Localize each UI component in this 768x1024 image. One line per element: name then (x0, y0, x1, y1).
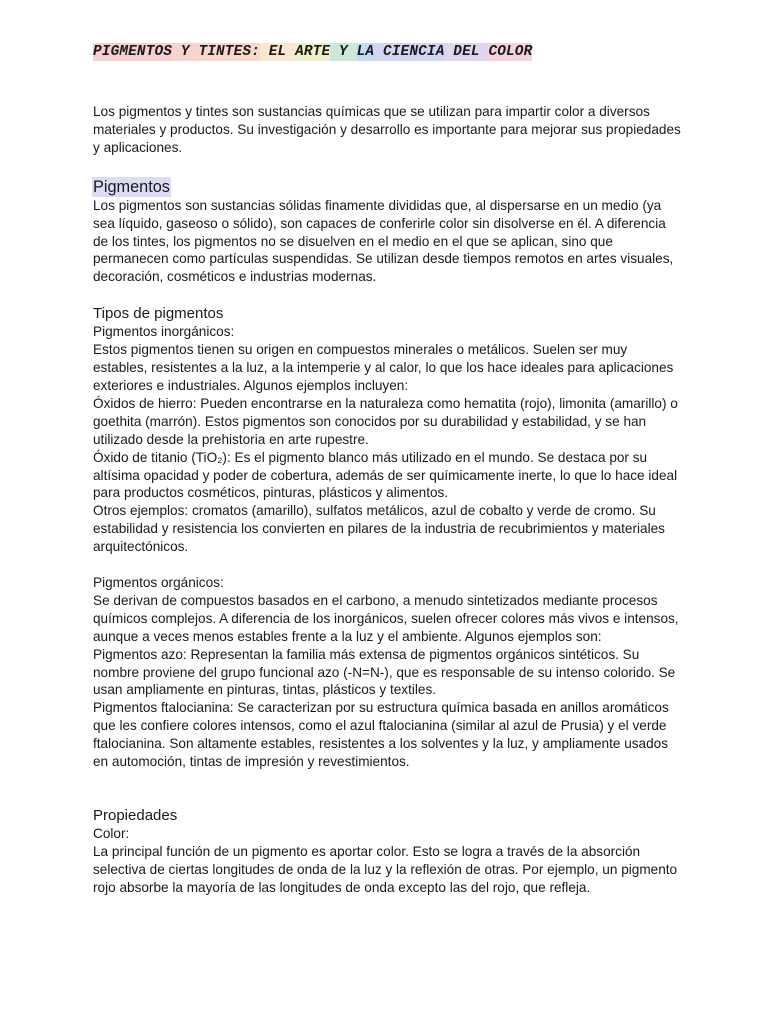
color-paragraph: La principal función de un pigmento es aportar color. Esto se logra a través de la absorción selectiva de ciertas longitudes de onda de la luz y la reflexión de otras. Por ejemplo, un pigmento rojo absorbe la mayoría de las longitudes de onda excepto las del rojo, que refleja. (93, 843, 678, 895)
document-title (93, 43, 683, 61)
oxidos-hierro-paragraph: Óxidos de hierro: Pueden encontrarse en la naturaleza como hematita (rojo), limonita (amarillo) o goethita (marrón). Estos pigmentos son conocidos por su durabilidad y estabilidad, y se han utilizado desde la prehistoria en arte rupestre. (93, 395, 678, 447)
title-segment: CIENCIA (374, 44, 445, 60)
inorganicos-label: Pigmentos inorgánicos: (93, 324, 235, 340)
organicos-label: Pigmentos orgánicos: (93, 575, 224, 591)
organicos-intro: Se derivan de compuestos basados en el carbono, a menudo sintetizados mediante procesos químicos complejos. A diferencia de los inorgánicos, suelen ofrecer colores más vivos e intensos, aunque a veces menos estables frente a la luz y el ambiente. Algunos ejemplos son: (93, 592, 679, 644)
title-segment: DEL (444, 44, 489, 60)
title-segment: LA (356, 44, 375, 60)
inorganicos-intro: Estos pigmentos tienen su origen en compuestos minerales o metálicos. Suelen ser muy estables, resistentes a la luz, a la intemperie y al calor, lo que los hace ideales para aplicaciones exteriores e industriales. Algunos ejemplos incluyen: (93, 342, 674, 393)
document-page (93, 43, 683, 897)
section-heading-propiedades: Propiedades (93, 807, 178, 824)
title-segment: PIGMENTOS (93, 44, 173, 60)
section-heading-tipos: Tipos de pigmentos (93, 305, 224, 323)
intro-paragraph: Los pigmentos y tintes son sustancias químicas que se utilizan para impartir color a diversos materiales y productos. Su investigación y desarrollo es importante para mejorar sus propiedades y aplicaciones. (93, 104, 681, 155)
title-segment: COLOR (488, 44, 533, 60)
pigmentos-paragraph: Los pigmentos son sustancias sólidas finamente divididas que, al dispersarse en un medio (ya sea líquido, gaseoso o sólido), son capaces de conferirle color sin disolverse en él. A diferencia de los tintes, los pigmentos no se disuelven en el medio en el que se aplican, sino que permanecen como partículas suspendidas. Se utilizan desde tiempos remotos en artes visuales, decoración, cosméticos e industrias modernas. (93, 197, 674, 285)
title-segment: Y (330, 44, 357, 60)
otros-ejemplos-paragraph: Otros ejemplos: cromatos (amarillo), sulfatos metálicos, azul de cobalto y verde de cromo. Su estabilidad y resistencia los convierten en pilares de la industria de recubrimientos y materiales arquitectónicos. (93, 503, 665, 555)
ftalocianina-paragraph: Pigmentos ftalocianina: Se caracterizan por su estructura química basada en anillos aromáticos que les confiere colores intensos, como el azul ftalocianina (similar al azul de Prusia) y el verde ftalocianina. Son altamente estables, resistentes a los solventes y la luz, y ampliamente usados en automoción, tintas de impresión y revestimientos. (93, 700, 669, 770)
title-segment: EL (259, 44, 296, 60)
oxido-titanio-paragraph: Óxido de titanio (TiO₂): Es el pigmento blanco más utilizado en el mundo. Se destaca por su altísima opacidad y poder de cobertura, además de ser químicamente inerte, lo que lo hace ideal para productos cosméticos, pinturas, plásticos y alimentos. (93, 449, 678, 501)
color-label: Color: (93, 826, 130, 841)
title-segment: ARTE (295, 44, 331, 60)
azo-paragraph: Pigmentos azo: Representan la familia más extensa de pigmentos orgánicos sintéticos. Su nombre proviene del grupo funcional azo (-N=N-), que es responsable de su intenso colorido. Se usan ampliamente en pinturas, tintas, plásticos y textiles. (93, 646, 676, 698)
section-heading-pigmentos: Pigmentos (93, 177, 170, 196)
title-segment: TINTES: (198, 44, 260, 60)
title-segment: Y (172, 44, 199, 60)
